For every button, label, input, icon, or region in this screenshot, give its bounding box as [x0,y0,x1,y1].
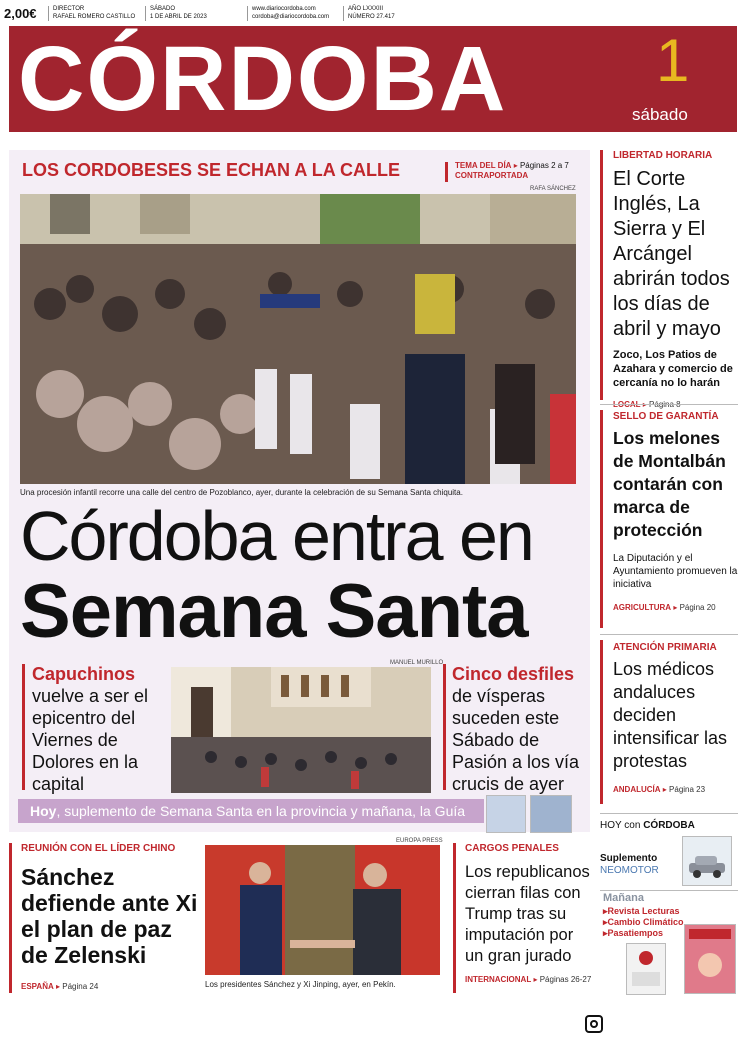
promo-item-2[interactable]: ▸Cambio Climático [603,917,684,927]
procession-photo [20,194,576,484]
photo-credit: RAFA SÁNCHEZ [530,186,576,192]
right-substory[interactable] [452,664,580,795]
bottom-left-story[interactable] [21,843,201,991]
publisher-logo-icon [585,1015,603,1033]
right-story-2[interactable] [613,411,741,612]
br-headline: Los republicanos cierran filas con Trump tras su imputación por un gran jurado [465,863,590,965]
story3-kicker: ATENCIÓN PRIMARIA [613,642,717,653]
date-line: 1 DE ABRIL DE 2023 [150,13,207,20]
bl-page: Página 24 [62,982,99,991]
tema-block [455,161,569,181]
promo-item-3[interactable]: ▸Pasatiempos [603,928,664,938]
number: NÚMERO 27.417 [348,13,395,20]
bottom-right-bar [453,843,456,993]
pasatiempos-thumb[interactable] [626,943,666,995]
promo-hoy [600,820,695,831]
story2-section: AGRICULTURA [613,603,672,612]
right-story-3[interactable] [613,642,741,794]
story3-section: ANDALUCÍA [613,785,661,794]
right-divider-2 [600,634,738,635]
promo-con: con [624,820,641,831]
email-link[interactable]: cordoba@diariocordoba.com [252,13,330,20]
day-number: 1 [656,27,690,94]
year: AÑO LXXXIII [348,6,384,12]
hoy-text [30,803,465,819]
magazine-icon [685,925,735,993]
bl-headline: Sánchez defiende ante Xi el plan de paz de Zelenski [21,864,198,968]
story2-page: Página 20 [679,603,716,612]
right-divider-4 [600,890,738,891]
edition-block [343,6,395,21]
promo-neomotor: NEOMOTOR [600,865,659,876]
bm-credit: EUROPA PRESS [396,838,443,844]
promo-suplemento-label: Suplemento [600,853,658,864]
lead-photo [20,194,576,484]
hoy-rest: , suplemento de Semana Santa en la provincia y mañana, la Guía [56,803,466,819]
left-sub-kicker: Capuchinos [32,664,136,684]
street-photo [171,667,431,793]
arrow-icon: ▸ [673,603,678,612]
neomotor-thumb[interactable] [682,836,732,886]
right-sub-bar [443,664,446,790]
leaders-photo-svg [205,845,440,975]
left-sub-text: vuelve a ser el epicentro del Viernes de Dolores en la capital [32,686,149,794]
arrow-icon: ▸ [662,785,667,794]
right-story3-bar [600,640,603,804]
br-section: INTERNACIONAL [465,975,532,984]
promo-item-1[interactable]: ▸Revista Lecturas [603,906,680,916]
arrow-icon: ▸ [513,161,518,170]
lead-headline-2: Semana Santa [20,569,528,654]
masthead-title: CÓRDOBA [18,28,508,130]
director-label: DIRECTOR [53,6,85,12]
right-divider-3 [600,813,738,814]
promo-list [603,906,684,939]
right-sub-kicker: Cinco desfiles [452,664,575,684]
right-divider-1 [600,404,738,405]
bottom-right-story[interactable] [465,843,593,984]
left-substory[interactable] [32,664,167,795]
br-kicker: CARGOS PENALES [465,843,559,854]
supplement-thumb-1[interactable] [486,795,526,833]
story2-subhead: La Diputación y el Ayuntamiento promueven la iniciativa [613,553,738,590]
right-story-1[interactable] [613,150,741,409]
story3-page: Página 23 [669,785,706,794]
leaders-photo [205,845,440,975]
right-story1-bar [600,150,603,400]
arrow-icon: ▸ [55,982,60,991]
bm-caption: Los presidentes Sánchez y Xi Jinping, ayer, en Pekín. [205,980,396,989]
right-story2-bar [600,410,603,628]
tema-bar [445,162,448,182]
bottom-left-bar [9,843,12,993]
promo-manana: Mañana [603,892,644,904]
supplement-thumb-2[interactable] [530,795,572,833]
web-link[interactable]: www.diariocordoba.com [252,6,316,12]
bl-section: ESPAÑA [21,982,54,991]
right-sub-text: de vísperas suceden este Sábado de Pasión a los vía crucis de ayer [452,686,580,794]
promo-cordoba: CÓRDOBA [643,820,695,831]
logo-ring [590,1020,598,1028]
story3-headline: Los médicos andaluces deciden intensificar las protestas [613,659,728,771]
story2-headline: Los melones de Montalbán contarán con marca de protección [613,428,726,540]
promo-suplemento [600,853,659,877]
bl-kicker: REUNIÓN CON EL LÍDER CHINO [21,843,176,854]
lead-headline-1: Córdoba entra en [20,497,533,575]
lecturas-thumb[interactable] [684,924,736,994]
date-block [145,6,207,21]
story2-kicker: SELLO DE GARANTÍA [613,411,719,422]
street-photo-svg [171,667,431,793]
lead-caption: Una procesión infantil recorre una calle del centro de Pozoblanco, ayer, durante la celebración de su Semana Santa chiquita. [20,488,463,497]
price: 2,00€ [4,6,37,21]
day-name: sábado [632,105,688,124]
story1-subhead: Zoco, Los Patios de Azahara y comercio de cercanía no lo harán [613,349,733,389]
story1-kicker: LIBERTAD HORARIA [613,150,713,161]
hoy-bold: Hoy [30,803,57,819]
day-line: SÁBADO [150,6,176,12]
promo-hoy-label: HOY [600,820,622,831]
tema-pages: Páginas 2 a 7 [519,161,569,170]
car-icon [683,837,731,885]
director-name: RAFAEL ROMERO CASTILLO [53,13,136,20]
director-block [48,6,135,21]
contact-block [247,6,329,21]
story1-headline: El Corte Inglés, La Sierra y El Arcángel abrirán todos los días de abril y mayo [613,168,730,340]
br-page: Páginas 26-27 [539,975,592,984]
puzzle-icon [627,944,665,994]
arrow-icon: ▸ [533,975,538,984]
lead-kicker: LOS CORDOBESES SE ECHAN A LA CALLE [22,160,401,180]
tema-label: TEMA DEL DÍA [455,161,512,170]
left-sub-bar [22,664,25,790]
middle-photo-credit: MANUEL MURILLO [390,660,444,666]
contraportada: CONTRAPORTADA [455,171,529,180]
